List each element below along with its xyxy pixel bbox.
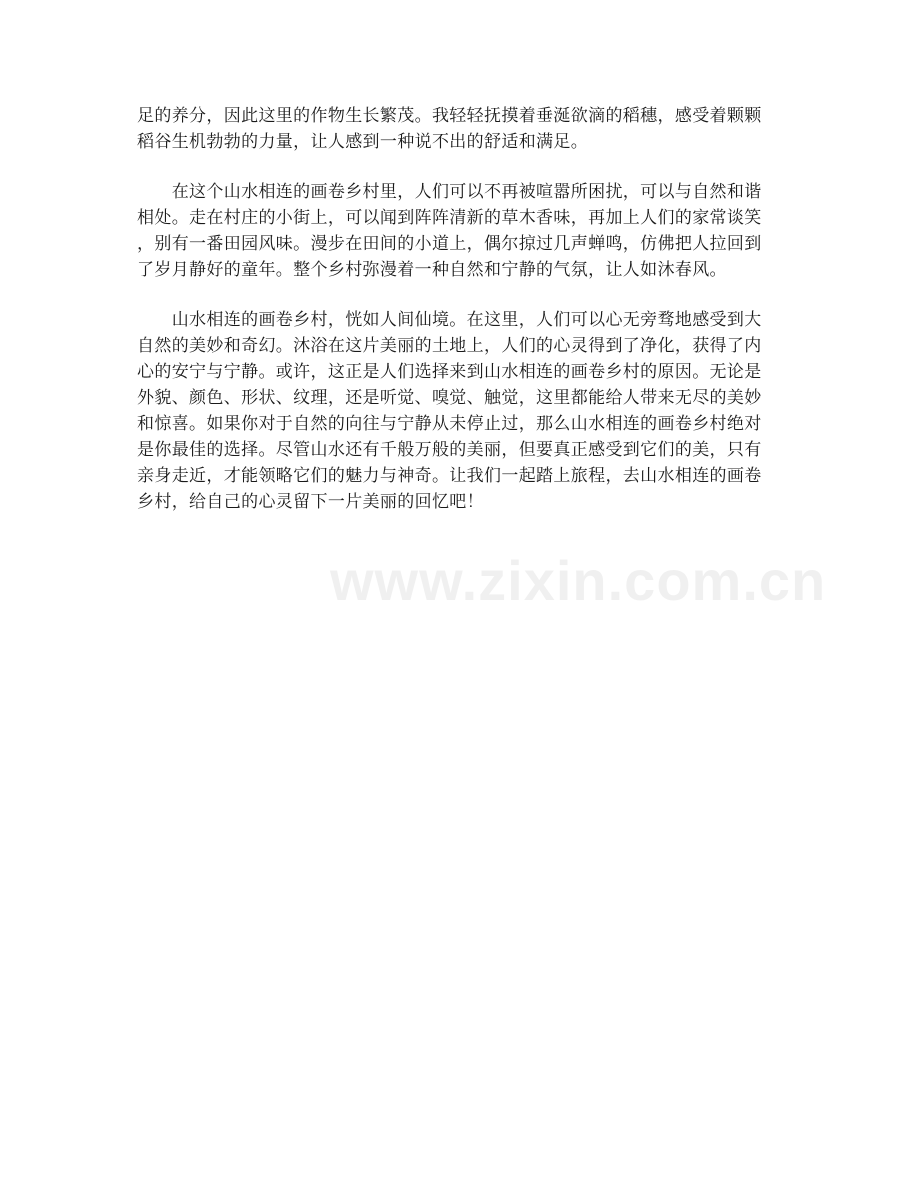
text-line: 了岁月静好的童年。整个乡村弥漫着一种自然和宁静的气氛，让人如沐春风。: [137, 260, 727, 280]
text-line: 山水相连的画卷乡村，恍如人间仙境。在这里，人们可以心无旁骛地感受到大: [137, 310, 762, 330]
paragraph-3: [137, 307, 785, 515]
text-line: 自然的美妙和奇幻。沐浴在这片美丽的土地上，人们的心灵得到了净化，获得了内: [137, 336, 762, 356]
text-line: 外貌、颜色、形状、纹理，还是听觉、嗅觉、触觉，这里都能给人带来无尽的美妙: [137, 388, 762, 408]
text-line: 心的安宁与宁静。或许，这正是人们选择来到山水相连的画卷乡村的原因。无论是: [137, 362, 762, 382]
text-line: ，别有一番田园风味。漫步在田间的小道上，偶尔掠过几声蝉鸣，仿佛把人拉回到: [137, 234, 762, 254]
text-line: 稻谷生机勃勃的力量，让人感到一种说不出的舒适和满足。: [137, 132, 589, 152]
paragraph-1: [137, 103, 785, 155]
text-line: 和惊喜。如果你对于自然的向往与宁静从未停止过，那么山水相连的画卷乡村绝对: [137, 414, 762, 434]
paragraph-2: [137, 179, 785, 283]
watermark: www.zixin.com.cn: [330, 549, 827, 612]
text-line: 是你最佳的选择。尽管山水还有千般万般的美丽，但要真正感受到它们的美，只有: [137, 440, 762, 460]
text-line: 在这个山水相连的画卷乡村里，人们可以不再被喧嚣所困扰，可以与自然和谐: [137, 182, 762, 202]
text-line: 足的养分，因此这里的作物生长繁茂。我轻轻抚摸着垂涎欲滴的稻穗，感受着颗颗: [137, 106, 762, 126]
text-line: 乡村，给自己的心灵留下一片美丽的回忆吧！: [137, 492, 484, 512]
text-line: 相处。走在村庄的小街上，可以闻到阵阵清新的草木香味，再加上人们的家常谈笑: [137, 208, 762, 228]
body-text: [137, 103, 785, 515]
text-line: 亲身走近，才能领略它们的魅力与神奇。让我们一起踏上旅程，去山水相连的画卷: [137, 466, 762, 486]
